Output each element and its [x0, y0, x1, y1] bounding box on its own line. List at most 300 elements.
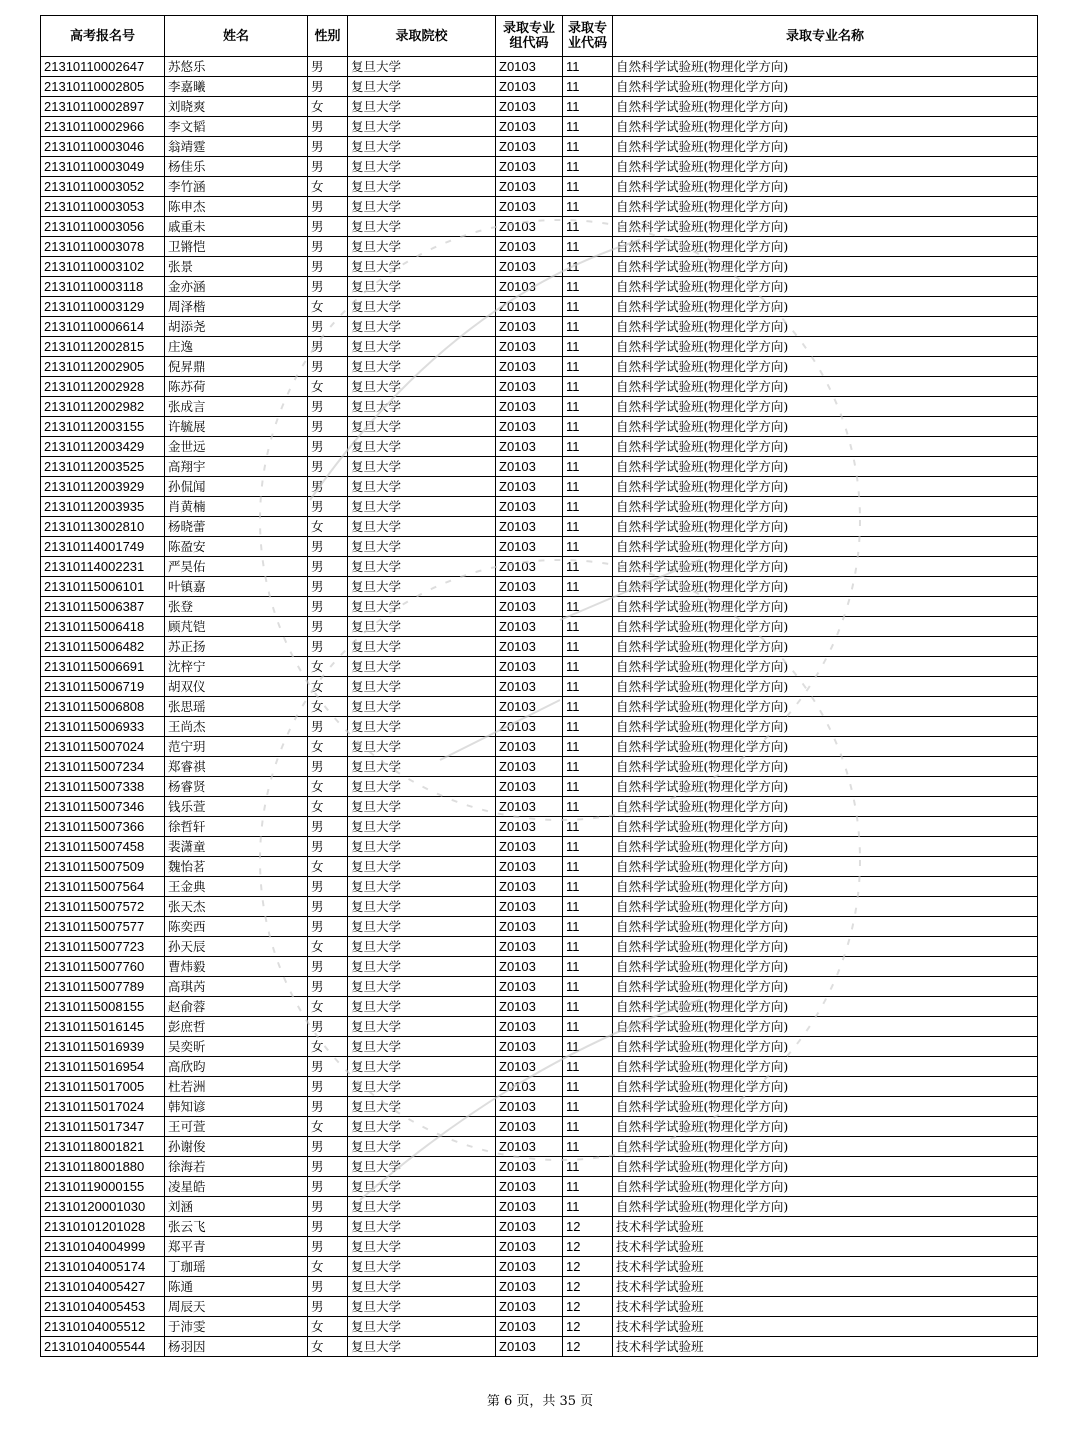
cell-group-code: Z0103	[496, 897, 563, 917]
cell-group-code: Z0103	[496, 77, 563, 97]
cell-name: 徐海若	[165, 1157, 308, 1177]
table-row	[41, 837, 1038, 857]
cell-major-code: 11	[563, 717, 613, 737]
cell-school: 复旦大学	[348, 277, 496, 297]
cell-gender: 男	[308, 617, 348, 637]
cell-school: 复旦大学	[348, 257, 496, 277]
cell-group-code: Z0103	[496, 1297, 563, 1317]
cell-gender: 男	[308, 1177, 348, 1197]
cell-school: 复旦大学	[348, 1337, 496, 1357]
cell-exam-id: 21310115007760	[41, 957, 165, 977]
cell-name: 郑平青	[165, 1237, 308, 1257]
cell-major-name: 自然科学试验班(物理化学方向)	[613, 757, 1038, 777]
header-major-code-line1: 录取专	[567, 21, 607, 36]
cell-exam-id: 21310115007024	[41, 737, 165, 757]
table-row	[41, 1097, 1038, 1117]
cell-major-code: 11	[563, 877, 613, 897]
cell-major-name: 自然科学试验班(物理化学方向)	[613, 277, 1038, 297]
cell-gender: 男	[308, 77, 348, 97]
cell-group-code: Z0103	[496, 497, 563, 517]
cell-major-code: 11	[563, 157, 613, 177]
cell-group-code: Z0103	[496, 577, 563, 597]
cell-major-name: 自然科学试验班(物理化学方向)	[613, 1037, 1038, 1057]
cell-major-code: 11	[563, 1097, 613, 1117]
cell-major-name: 自然科学试验班(物理化学方向)	[613, 1197, 1038, 1217]
cell-major-name: 自然科学试验班(物理化学方向)	[613, 537, 1038, 557]
cell-major-code: 11	[563, 1037, 613, 1057]
cell-major-code: 11	[563, 777, 613, 797]
table-row	[41, 217, 1038, 237]
cell-school: 复旦大学	[348, 137, 496, 157]
cell-name: 周辰天	[165, 1297, 308, 1317]
cell-major-code: 11	[563, 1117, 613, 1137]
cell-group-code: Z0103	[496, 737, 563, 757]
cell-major-code: 12	[563, 1237, 613, 1257]
cell-gender: 男	[308, 477, 348, 497]
admission-table	[40, 15, 1038, 1357]
cell-exam-id: 21310110003053	[41, 197, 165, 217]
cell-name: 裴潇童	[165, 837, 308, 857]
cell-exam-id: 21310110006614	[41, 317, 165, 337]
cell-name: 杨晓蕾	[165, 517, 308, 537]
cell-group-code: Z0103	[496, 317, 563, 337]
cell-name: 苏正扬	[165, 637, 308, 657]
cell-name: 庄逸	[165, 337, 308, 357]
table-row	[41, 1197, 1038, 1217]
table-row	[41, 1257, 1038, 1277]
cell-group-code: Z0103	[496, 977, 563, 997]
cell-group-code: Z0103	[496, 277, 563, 297]
cell-major-code: 11	[563, 437, 613, 457]
cell-name: 曹炜毅	[165, 957, 308, 977]
cell-major-name: 自然科学试验班(物理化学方向)	[613, 817, 1038, 837]
cell-exam-id: 21310104004999	[41, 1237, 165, 1257]
table-row	[41, 1077, 1038, 1097]
cell-major-code: 11	[563, 417, 613, 437]
cell-group-code: Z0103	[496, 1317, 563, 1337]
cell-exam-id: 21310110003046	[41, 137, 165, 157]
cell-name: 孙谢俊	[165, 1137, 308, 1157]
cell-major-name: 自然科学试验班(物理化学方向)	[613, 317, 1038, 337]
cell-exam-id: 21310115006933	[41, 717, 165, 737]
cell-exam-id: 21310113002810	[41, 517, 165, 537]
cell-group-code: Z0103	[496, 537, 563, 557]
table-row	[41, 1157, 1038, 1177]
table-row	[41, 397, 1038, 417]
cell-exam-id: 21310101201028	[41, 1217, 165, 1237]
table-row	[41, 877, 1038, 897]
cell-exam-id: 21310104005174	[41, 1257, 165, 1277]
cell-school: 复旦大学	[348, 237, 496, 257]
cell-school: 复旦大学	[348, 1277, 496, 1297]
table-row	[41, 897, 1038, 917]
cell-name: 沈梓宁	[165, 657, 308, 677]
cell-group-code: Z0103	[496, 957, 563, 977]
cell-exam-id: 21310112002982	[41, 397, 165, 417]
cell-gender: 男	[308, 957, 348, 977]
cell-major-code: 11	[563, 697, 613, 717]
cell-major-code: 11	[563, 677, 613, 697]
cell-group-code: Z0103	[496, 1197, 563, 1217]
cell-name: 杨佳乐	[165, 157, 308, 177]
cell-major-code: 11	[563, 457, 613, 477]
cell-exam-id: 21310114002231	[41, 557, 165, 577]
cell-gender: 女	[308, 1257, 348, 1277]
cell-name: 陈奕西	[165, 917, 308, 937]
table-row	[41, 237, 1038, 257]
cell-name: 金亦涵	[165, 277, 308, 297]
cell-group-code: Z0103	[496, 777, 563, 797]
table-body	[41, 57, 1038, 1357]
cell-gender: 男	[308, 917, 348, 937]
cell-major-name: 自然科学试验班(物理化学方向)	[613, 137, 1038, 157]
cell-group-code: Z0103	[496, 757, 563, 777]
cell-school: 复旦大学	[348, 1237, 496, 1257]
cell-group-code: Z0103	[496, 377, 563, 397]
cell-school: 复旦大学	[348, 877, 496, 897]
cell-name: 金世远	[165, 437, 308, 457]
table-row	[41, 997, 1038, 1017]
cell-gender: 女	[308, 677, 348, 697]
table-row	[41, 137, 1038, 157]
cell-major-name: 自然科学试验班(物理化学方向)	[613, 337, 1038, 357]
cell-gender: 女	[308, 657, 348, 677]
cell-major-name: 自然科学试验班(物理化学方向)	[613, 497, 1038, 517]
cell-gender: 男	[308, 217, 348, 237]
cell-exam-id: 21310115007234	[41, 757, 165, 777]
cell-school: 复旦大学	[348, 57, 496, 77]
cell-group-code: Z0103	[496, 457, 563, 477]
cell-major-name: 自然科学试验班(物理化学方向)	[613, 557, 1038, 577]
cell-major-name: 自然科学试验班(物理化学方向)	[613, 657, 1038, 677]
cell-gender: 男	[308, 637, 348, 657]
cell-name: 孙侃闻	[165, 477, 308, 497]
table-row	[41, 57, 1038, 77]
cell-name: 顾芃铠	[165, 617, 308, 637]
cell-major-code: 12	[563, 1337, 613, 1357]
cell-major-name: 自然科学试验班(物理化学方向)	[613, 217, 1038, 237]
cell-group-code: Z0103	[496, 1077, 563, 1097]
cell-gender: 男	[308, 497, 348, 517]
cell-name: 陈苏荷	[165, 377, 308, 397]
cell-major-code: 11	[563, 317, 613, 337]
cell-school: 复旦大学	[348, 777, 496, 797]
cell-group-code: Z0103	[496, 637, 563, 657]
cell-major-name: 自然科学试验班(物理化学方向)	[613, 77, 1038, 97]
cell-major-code: 11	[563, 937, 613, 957]
cell-major-code: 11	[563, 977, 613, 997]
table-row	[41, 1137, 1038, 1157]
cell-major-code: 12	[563, 1257, 613, 1277]
cell-exam-id: 21310115007346	[41, 797, 165, 817]
cell-name: 钱乐萱	[165, 797, 308, 817]
cell-group-code: Z0103	[496, 177, 563, 197]
cell-group-code: Z0103	[496, 997, 563, 1017]
table-row	[41, 197, 1038, 217]
cell-name: 彭庶哲	[165, 1017, 308, 1037]
cell-name: 高欣昀	[165, 1057, 308, 1077]
cell-school: 复旦大学	[348, 397, 496, 417]
table-row	[41, 1217, 1038, 1237]
cell-exam-id: 21310115017024	[41, 1097, 165, 1117]
cell-group-code: Z0103	[496, 677, 563, 697]
cell-exam-id: 21310110003102	[41, 257, 165, 277]
cell-school: 复旦大学	[348, 757, 496, 777]
cell-name: 戚重未	[165, 217, 308, 237]
cell-school: 复旦大学	[348, 597, 496, 617]
cell-major-code: 11	[563, 1177, 613, 1197]
cell-gender: 女	[308, 797, 348, 817]
cell-school: 复旦大学	[348, 937, 496, 957]
cell-major-code: 12	[563, 1277, 613, 1297]
table-row	[41, 77, 1038, 97]
table-row	[41, 257, 1038, 277]
cell-major-name: 自然科学试验班(物理化学方向)	[613, 397, 1038, 417]
cell-exam-id: 21310110003078	[41, 237, 165, 257]
cell-gender: 男	[308, 877, 348, 897]
cell-exam-id: 21310110002805	[41, 77, 165, 97]
cell-gender: 女	[308, 1317, 348, 1337]
cell-name: 丁珈瑶	[165, 1257, 308, 1277]
cell-school: 复旦大学	[348, 457, 496, 477]
cell-group-code: Z0103	[496, 697, 563, 717]
table-row	[41, 537, 1038, 557]
cell-gender: 女	[308, 737, 348, 757]
cell-school: 复旦大学	[348, 157, 496, 177]
cell-group-code: Z0103	[496, 1097, 563, 1117]
header-major-name: 录取专业名称	[613, 16, 1038, 57]
table-row	[41, 917, 1038, 937]
table-row	[41, 497, 1038, 517]
cell-major-code: 11	[563, 997, 613, 1017]
cell-major-name: 自然科学试验班(物理化学方向)	[613, 897, 1038, 917]
cell-group-code: Z0103	[496, 837, 563, 857]
cell-school: 复旦大学	[348, 1297, 496, 1317]
cell-major-code: 11	[563, 1077, 613, 1097]
cell-gender: 男	[308, 417, 348, 437]
cell-major-name: 自然科学试验班(物理化学方向)	[613, 357, 1038, 377]
cell-name: 徐哲轩	[165, 817, 308, 837]
cell-exam-id: 21310120001030	[41, 1197, 165, 1217]
cell-gender: 男	[308, 597, 348, 617]
table-row	[41, 577, 1038, 597]
cell-group-code: Z0103	[496, 1117, 563, 1137]
cell-exam-id: 21310115007723	[41, 937, 165, 957]
cell-major-code: 11	[563, 497, 613, 517]
cell-major-code: 11	[563, 57, 613, 77]
cell-gender: 男	[308, 257, 348, 277]
cell-major-name: 自然科学试验班(物理化学方向)	[613, 837, 1038, 857]
cell-major-code: 11	[563, 397, 613, 417]
cell-exam-id: 21310115016939	[41, 1037, 165, 1057]
cell-gender: 男	[308, 537, 348, 557]
cell-school: 复旦大学	[348, 1017, 496, 1037]
table-row	[41, 597, 1038, 617]
table-row	[41, 1317, 1038, 1337]
cell-exam-id: 21310115008155	[41, 997, 165, 1017]
cell-school: 复旦大学	[348, 797, 496, 817]
cell-name: 张思瑶	[165, 697, 308, 717]
cell-major-code: 11	[563, 217, 613, 237]
cell-major-name: 自然科学试验班(物理化学方向)	[613, 437, 1038, 457]
cell-group-code: Z0103	[496, 917, 563, 937]
cell-exam-id: 21310112003525	[41, 457, 165, 477]
cell-name: 苏悠乐	[165, 57, 308, 77]
cell-major-name: 自然科学试验班(物理化学方向)	[613, 597, 1038, 617]
cell-school: 复旦大学	[348, 517, 496, 537]
cell-school: 复旦大学	[348, 697, 496, 717]
table-row	[41, 717, 1038, 737]
cell-major-name: 自然科学试验班(物理化学方向)	[613, 977, 1038, 997]
cell-major-code: 11	[563, 557, 613, 577]
table-row	[41, 1117, 1038, 1137]
cell-major-code: 11	[563, 97, 613, 117]
cell-gender: 女	[308, 777, 348, 797]
cell-school: 复旦大学	[348, 1197, 496, 1217]
cell-name: 范宁玥	[165, 737, 308, 757]
cell-exam-id: 21310115006101	[41, 577, 165, 597]
table-row	[41, 477, 1038, 497]
cell-major-code: 12	[563, 1217, 613, 1237]
table-row	[41, 797, 1038, 817]
cell-exam-id: 21310110002647	[41, 57, 165, 77]
cell-group-code: Z0103	[496, 397, 563, 417]
cell-gender: 女	[308, 857, 348, 877]
cell-school: 复旦大学	[348, 657, 496, 677]
cell-school: 复旦大学	[348, 537, 496, 557]
cell-gender: 男	[308, 117, 348, 137]
page-footer: 第 6 页，共 35 页	[486, 1394, 594, 1409]
cell-gender: 男	[308, 1297, 348, 1317]
cell-major-name: 自然科学试验班(物理化学方向)	[613, 997, 1038, 1017]
cell-name: 陈申杰	[165, 197, 308, 217]
cell-major-code: 11	[563, 197, 613, 217]
cell-exam-id: 21310115007572	[41, 897, 165, 917]
table-row	[41, 357, 1038, 377]
cell-group-code: Z0103	[496, 717, 563, 737]
cell-name: 陈通	[165, 1277, 308, 1297]
cell-major-code: 12	[563, 1297, 613, 1317]
cell-group-code: Z0103	[496, 117, 563, 137]
cell-exam-id: 21310112002815	[41, 337, 165, 357]
cell-name: 严昊佑	[165, 557, 308, 577]
cell-major-name: 自然科学试验班(物理化学方向)	[613, 1157, 1038, 1177]
cell-name: 肖黄楠	[165, 497, 308, 517]
table-row	[41, 337, 1038, 357]
cell-name: 张成言	[165, 397, 308, 417]
cell-gender: 女	[308, 1037, 348, 1057]
cell-name: 许毓展	[165, 417, 308, 437]
cell-group-code: Z0103	[496, 417, 563, 437]
header-major-code	[563, 16, 613, 57]
cell-major-name: 自然科学试验班(物理化学方向)	[613, 97, 1038, 117]
cell-name: 张景	[165, 257, 308, 277]
cell-name: 刘晓爽	[165, 97, 308, 117]
cell-gender: 男	[308, 1097, 348, 1117]
cell-major-name: 自然科学试验班(物理化学方向)	[613, 937, 1038, 957]
table-row	[41, 1057, 1038, 1077]
cell-major-name: 自然科学试验班(物理化学方向)	[613, 117, 1038, 137]
cell-exam-id: 21310115017347	[41, 1117, 165, 1137]
cell-name: 韩知谚	[165, 1097, 308, 1117]
cell-gender: 男	[308, 1017, 348, 1037]
cell-school: 复旦大学	[348, 317, 496, 337]
cell-gender: 女	[308, 997, 348, 1017]
cell-name: 叶镇嘉	[165, 577, 308, 597]
table-row	[41, 517, 1038, 537]
cell-school: 复旦大学	[348, 637, 496, 657]
cell-major-name: 自然科学试验班(物理化学方向)	[613, 957, 1038, 977]
cell-name: 李竹涵	[165, 177, 308, 197]
cell-group-code: Z0103	[496, 197, 563, 217]
table-row	[41, 277, 1038, 297]
cell-school: 复旦大学	[348, 477, 496, 497]
cell-school: 复旦大学	[348, 177, 496, 197]
cell-major-name: 自然科学试验班(物理化学方向)	[613, 677, 1038, 697]
cell-major-name: 自然科学试验班(物理化学方向)	[613, 257, 1038, 277]
cell-name: 胡添尧	[165, 317, 308, 337]
cell-school: 复旦大学	[348, 117, 496, 137]
cell-school: 复旦大学	[348, 577, 496, 597]
cell-gender: 女	[308, 1337, 348, 1357]
cell-gender: 男	[308, 1077, 348, 1097]
table-row	[41, 697, 1038, 717]
table-row	[41, 1017, 1038, 1037]
cell-exam-id: 21310112003429	[41, 437, 165, 457]
cell-major-name: 自然科学试验班(物理化学方向)	[613, 1137, 1038, 1157]
cell-exam-id: 21310115007458	[41, 837, 165, 857]
cell-major-code: 11	[563, 177, 613, 197]
header-group-code	[496, 16, 563, 57]
cell-group-code: Z0103	[496, 157, 563, 177]
cell-gender: 女	[308, 1117, 348, 1137]
cell-exam-id: 21310112002928	[41, 377, 165, 397]
cell-major-name: 自然科学试验班(物理化学方向)	[613, 717, 1038, 737]
cell-major-code: 11	[563, 637, 613, 657]
cell-exam-id: 21310115007564	[41, 877, 165, 897]
table-row	[41, 1277, 1038, 1297]
cell-group-code: Z0103	[496, 337, 563, 357]
cell-gender: 男	[308, 897, 348, 917]
cell-gender: 男	[308, 317, 348, 337]
cell-major-code: 11	[563, 257, 613, 277]
cell-school: 复旦大学	[348, 737, 496, 757]
cell-major-name: 自然科学试验班(物理化学方向)	[613, 1077, 1038, 1097]
cell-group-code: Z0103	[496, 557, 563, 577]
cell-exam-id: 21310115006719	[41, 677, 165, 697]
cell-school: 复旦大学	[348, 897, 496, 917]
cell-name: 刘涵	[165, 1197, 308, 1217]
cell-gender: 男	[308, 437, 348, 457]
cell-group-code: Z0103	[496, 477, 563, 497]
cell-name: 凌星皓	[165, 1177, 308, 1197]
cell-group-code: Z0103	[496, 97, 563, 117]
table-row	[41, 177, 1038, 197]
cell-name: 周泽楷	[165, 297, 308, 317]
cell-gender: 男	[308, 57, 348, 77]
table-row	[41, 857, 1038, 877]
header-group-code-line2: 组代码	[509, 36, 549, 51]
cell-major-code: 11	[563, 597, 613, 617]
cell-exam-id: 21310115006482	[41, 637, 165, 657]
cell-major-code: 11	[563, 337, 613, 357]
cell-gender: 男	[308, 157, 348, 177]
cell-exam-id: 21310104005453	[41, 1297, 165, 1317]
cell-major-code: 12	[563, 1317, 613, 1337]
cell-major-code: 11	[563, 657, 613, 677]
cell-exam-id: 21310115007338	[41, 777, 165, 797]
cell-school: 复旦大学	[348, 417, 496, 437]
